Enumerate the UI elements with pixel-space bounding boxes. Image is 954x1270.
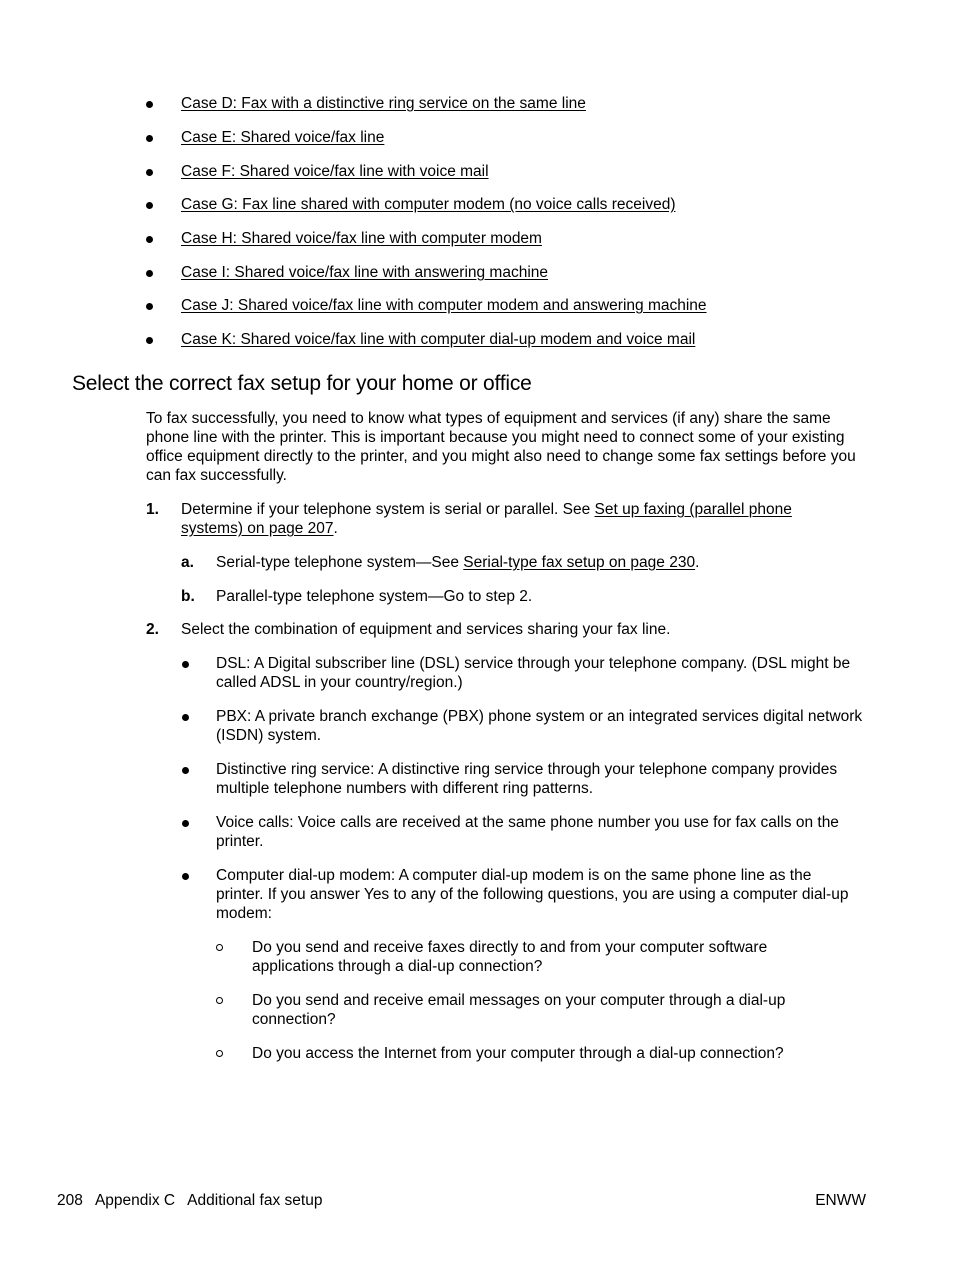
footer-chapter: Additional fax setup: [187, 1192, 323, 1209]
bullet-dot: [182, 820, 189, 827]
case-d-link[interactable]: Case D: Fax with a distinctive ring service on the same line: [181, 95, 586, 112]
case-j-link[interactable]: Case J: Shared voice/fax line with computer modem and answering machine: [181, 297, 707, 314]
list-item-distinctive-ring: Distinctive ring service: A distinctive ring service through your telephone company provides multiple telephone numbers with different ring patterns.: [216, 761, 838, 797]
step-1-text: [181, 500, 831, 538]
page-footer-right: ENWW: [815, 1192, 866, 1209]
sub-list-item-email: Do you send and receive email messages on your computer through a dial-up connection?: [252, 992, 786, 1028]
bullet-dot: [182, 661, 189, 668]
bullet-dot: [182, 767, 189, 774]
step-1-text-after: .: [333, 520, 338, 537]
intro-paragraph: To fax successfully, you need to know what types of equipment and services (if any) share the same phone line with the printer. This is important because you might need to connect some of your existing office equipment directly to the printer, and you might also need to change some fax settings before you can fax successfully.: [146, 410, 856, 484]
circle-bullet: [216, 997, 223, 1004]
list-item-dial-up-modem: Computer dial-up modem: A computer dial-up modem is on the same phone line as the printer. If you answer Yes to any of the following questions, you are using a computer dial-up modem:: [216, 867, 849, 922]
step-1a-text: [216, 553, 866, 572]
case-k-link[interactable]: Case K: Shared voice/fax line with computer dial-up modem and voice mail: [181, 331, 696, 348]
case-e-link[interactable]: Case E: Shared voice/fax line: [181, 129, 385, 146]
circle-bullet: [216, 1050, 223, 1057]
step-1a-text-after: .: [695, 554, 700, 571]
case-g-link[interactable]: Case G: Fax line shared with computer modem (no voice calls received): [181, 196, 676, 213]
step-1-text-before: Determine if your telephone system is serial or parallel. See: [181, 501, 595, 518]
step-1a-letter: a.: [181, 554, 194, 571]
step-1-number: 1.: [146, 501, 159, 518]
parallel-phone-systems-link[interactable]: Set up faxing (parallel phone systems) on page 207: [181, 501, 792, 537]
bullet-dot: [146, 337, 153, 344]
bullet-dot: [182, 714, 189, 721]
case-f-link[interactable]: Case F: Shared voice/fax line with voice mail: [181, 163, 489, 180]
bullet-dot: [146, 169, 153, 176]
case-i-link[interactable]: Case I: Shared voice/fax line with answering machine: [181, 264, 549, 281]
bullet-dot: [146, 135, 153, 142]
footer-appendix: Appendix C: [94, 1192, 176, 1209]
bullet-dot: [146, 236, 153, 243]
step-2-text: Select the combination of equipment and services sharing your fax line.: [181, 621, 671, 638]
step-1b-letter: b.: [181, 588, 195, 605]
bullet-dot: [146, 101, 153, 108]
list-item-voice-calls: Voice calls: Voice calls are received at the same phone number you use for fax calls on the printer.: [216, 814, 839, 850]
section-heading: Select the correct fax setup for your home or office: [72, 372, 532, 395]
step-1a-text-before: Serial-type telephone system—See: [216, 554, 464, 571]
bullet-dot: [146, 202, 153, 209]
step-1b-text: Parallel-type telephone system—Go to step 2.: [216, 588, 533, 605]
page-footer-left: [57, 1191, 322, 1210]
circle-bullet: [216, 944, 223, 951]
list-item-pbx: PBX: A private branch exchange (PBX) phone system or an integrated services digital network (ISDN) system.: [216, 708, 863, 744]
list-item-dsl: DSL: A Digital subscriber line (DSL) service through your telephone company. (DSL might be called ADSL in your country/region.): [216, 655, 851, 691]
sub-list-item-faxes: Do you send and receive faxes directly to and from your computer software applications through a dial-up connection?: [252, 939, 768, 975]
bullet-dot: [182, 873, 189, 880]
bullet-dot: [146, 303, 153, 310]
sub-list-item-internet: Do you access the Internet from your computer through a dial-up connection?: [252, 1045, 784, 1062]
bullet-dot: [146, 270, 153, 277]
page-number: 208: [57, 1192, 83, 1209]
step-2-number: 2.: [146, 621, 159, 638]
case-h-link[interactable]: Case H: Shared voice/fax line with computer modem: [181, 230, 542, 247]
serial-fax-setup-link[interactable]: Serial-type fax setup on page 230: [463, 554, 696, 571]
